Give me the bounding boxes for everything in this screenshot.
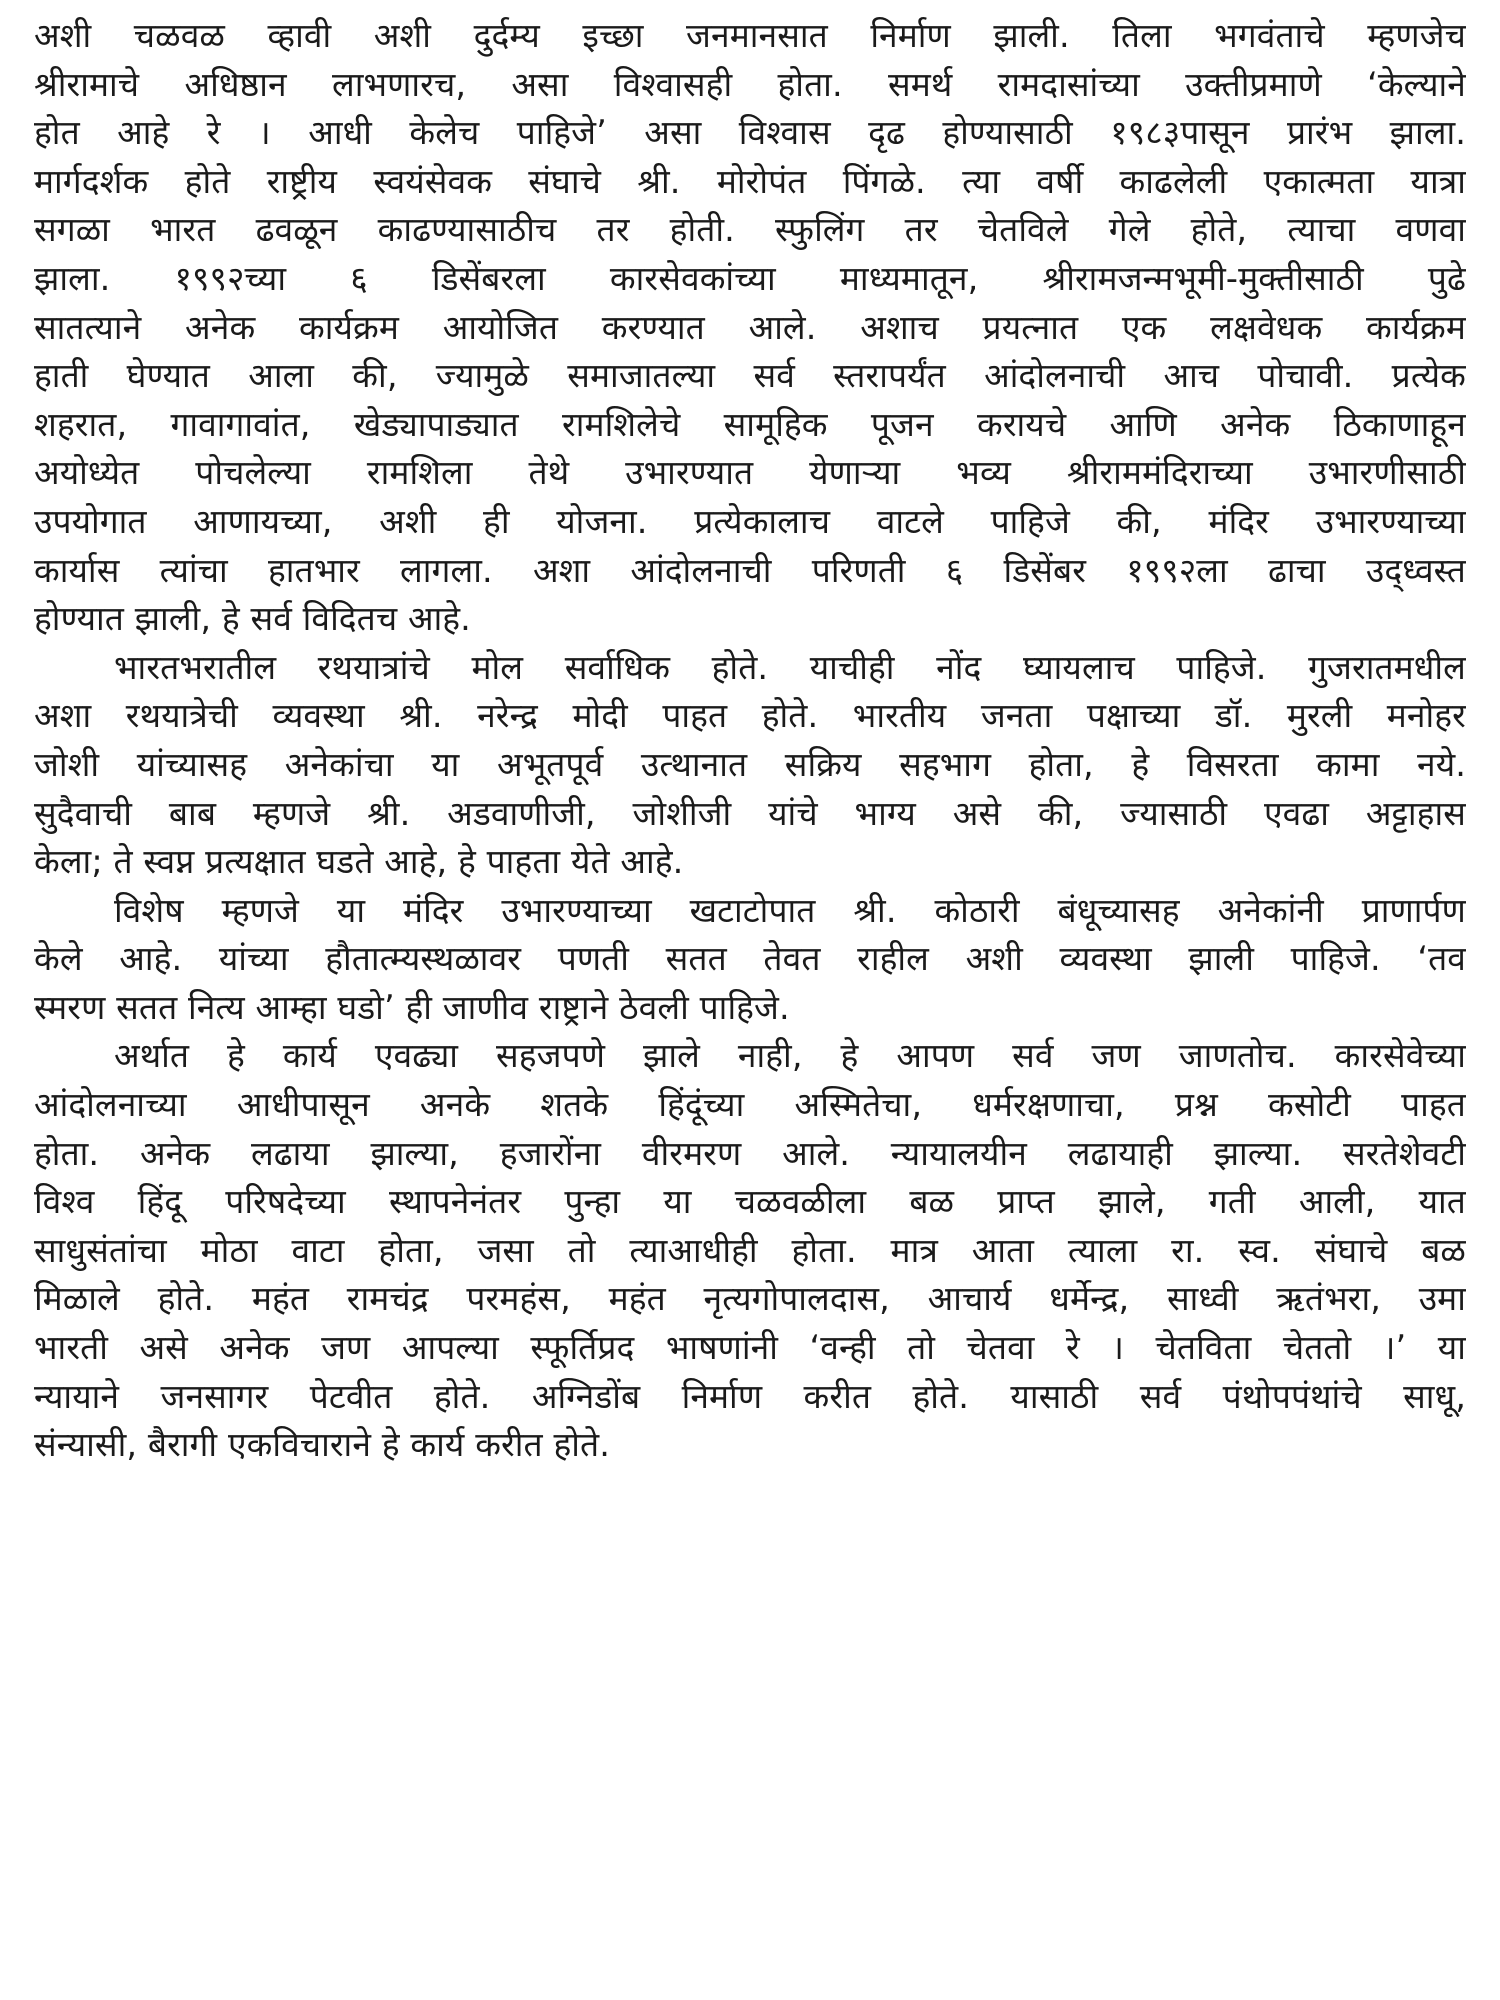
text-line: झाला. १९९२च्या ६ डिसेंबरला कारसेवकांच्या माध्यमातून, श्रीरामजन्मभूमी-मुक्तीसाठी पुढे (34, 258, 1466, 298)
text-line: आंदोलनाच्या आधीपासून अनके शतके हिंदूंच्या अस्मितेचा, धर्मरक्षणाचा, प्रश्न कसोटी पाहत (34, 1085, 1466, 1125)
paragraph-3 (34, 887, 1466, 1033)
text-line: अर्थात हे कार्य एवढ्या सहजपणे झाले नाही, हे आपण सर्व जण जाणतोच. कारसेवेच्या (114, 1036, 1466, 1076)
text-line: सुदैवाची बाब म्हणजे श्री. अडवाणीजी, जोशीजी यांचे भाग्य असे की, ज्यासाठी एवढा अट्टाहास (34, 793, 1466, 833)
paragraph-1 (34, 12, 1466, 644)
paragraph-2 (34, 644, 1466, 887)
text-line: अशी चळवळ व्हावी अशी दुर्दम्य इच्छा जनमानसात निर्माण झाली. तिला भगवंताचे म्हणजेच (34, 16, 1466, 55)
text-line: विशेष म्हणजे या मंदिर उभारण्याच्या खटाटोपात श्री. कोठारी बंधूच्यासह अनेकांनी प्राणार्पण (114, 890, 1466, 930)
text-line: होत आहे रे । आधी केलेच पाहिजे’ असा विश्वास दृढ होण्यासाठी १९८३पासून प्रारंभ झाला. (34, 113, 1466, 153)
text-line: उपयोगात आणायच्या, अशी ही योजना. प्रत्येकालाच वाटले पाहिजे की, मंदिर उभारण्याच्या (34, 501, 1466, 541)
text-line: न्यायाने जनसागर पेटवीत होते. अग्निडोंब निर्माण करीत होते. यासाठी सर्व पंथोपपंथांचे साधू, (34, 1376, 1466, 1416)
text-line: स्मरण सतत नित्य आम्हा घडो’ ही जाणीव राष्ट्राने ठेवली पाहिजे. (34, 987, 790, 1027)
paragraph-4 (34, 1032, 1466, 1469)
text-line: अशा रथयात्रेची व्यवस्था श्री. नरेन्द्र मोदी पाहत होते. भारतीय जनता पक्षाच्या डॉ. मुरली मनोहर (34, 696, 1466, 736)
text-line: केले आहे. यांच्या हौतात्म्यस्थळावर पणती सतत तेवत राहील अशी व्यवस्था झाली पाहिजे. ‘तव (34, 939, 1466, 979)
text-line: शहरात, गावागावांत, खेड्यापाड्यात रामशिलेचे सामूहिक पूजन करायचे आणि अनेक ठिकाणाहून (34, 404, 1466, 444)
text-line: मिळाले होते. महंत रामचंद्र परमहंस, महंत नृत्यगोपालदास, आचार्य धर्मेन्द्र, साध्वी ऋतंभरा, उमा (34, 1279, 1466, 1319)
text-line: जोशी यांच्यासह अनेकांचा या अभूतपूर्व उत्थानात सक्रिय सहभाग होता, हे विसरता कामा नये. (34, 744, 1466, 784)
text-line: कार्यास त्यांचा हातभार लागला. अशा आंदोलनाची परिणती ६ डिसेंबर १९९२ला ढाचा उद्ध्वस्त (34, 550, 1466, 590)
text-line: विश्व हिंदू परिषदेच्या स्थापनेनंतर पुन्हा या चळवळीला बळ प्राप्त झाले, गती आली, यात (34, 1182, 1466, 1222)
text-line: होता. अनेक लढाया झाल्या, हजारोंना वीरमरण आले. न्यायालयीन लढायाही झाल्या. सरतेशेवटी (34, 1133, 1466, 1173)
text-line: साधुसंतांचा मोठा वाटा होता, जसा तो त्याआधीही होता. मात्र आता त्याला रा. स्व. संघाचे बळ (34, 1230, 1466, 1270)
text-line: भारती असे अनेक जण आपल्या स्फूर्तिप्रद भाषणांनी ‘वन्ही तो चेतवा रे । चेतविता चेततो ।’ या (34, 1328, 1466, 1368)
text-line: संन्यासी, बैरागी एकविचाराने हे कार्य करीत होते. (34, 1425, 610, 1465)
text-line: श्रीरामाचे अधिष्ठान लाभणारच, असा विश्वासही होता. समर्थ रामदासांच्या उक्तीप्रमाणे ‘केल्याने (34, 64, 1466, 104)
document-body (34, 12, 1466, 1470)
text-line: केला; ते स्वप्न प्रत्यक्षात घडते आहे, हे पाहता येते आहे. (34, 842, 684, 882)
text-line: अयोध्येत पोचलेल्या रामशिला तेथे उभारण्यात येणार्‍या भव्य श्रीराममंदिराच्या उभारणीसाठी (34, 453, 1466, 493)
text-line: सातत्याने अनेक कार्यक्रम आयोजित करण्यात आले. अशाच प्रयत्नात एक लक्षवेधक कार्यक्रम (34, 307, 1466, 347)
text-line: भारतभरातील रथयात्रांचे मोल सर्वाधिक होते. याचीही नोंद घ्यायलाच पाहिजे. गुजरातमधील (114, 647, 1466, 687)
text-line: सगळा भारत ढवळून काढण्यासाठीच तर होती. स्फुलिंग तर चेतविले गेले होते, त्याचा वणवा (34, 210, 1466, 250)
text-line: हाती घेण्यात आला की, ज्यामुळे समाजातल्या सर्व स्तरापर्यंत आंदोलनाची आच पोचावी. प्रत्येक (34, 356, 1466, 396)
text-line: होण्यात झाली, हे सर्व विदितच आहे. (34, 599, 471, 639)
text-line: मार्गदर्शक होते राष्ट्रीय स्वयंसेवक संघाचे श्री. मोरोपंत पिंगळे. त्या वर्षी काढलेली एकात्मता यात्रा (34, 161, 1466, 201)
